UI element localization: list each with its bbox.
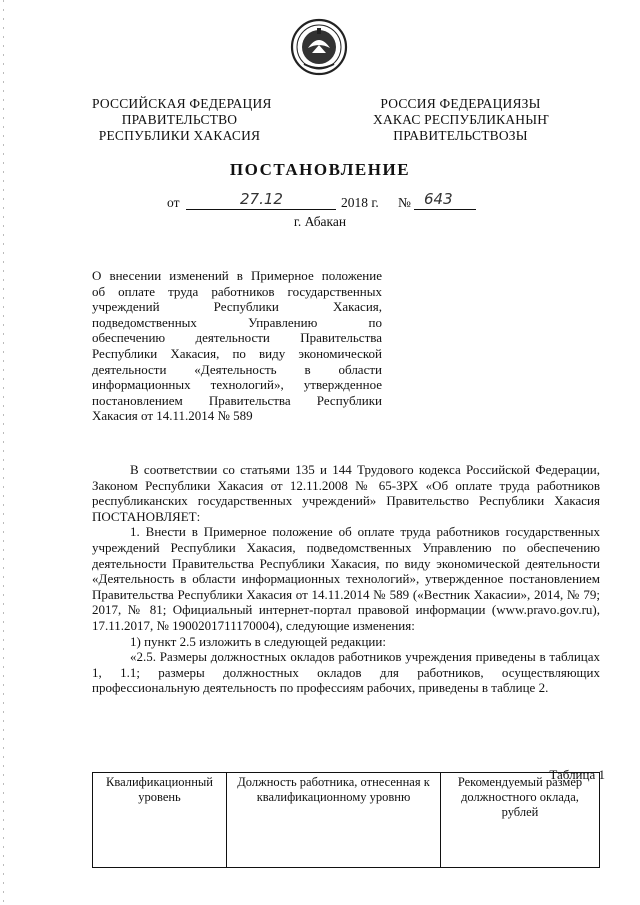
table-header-row [93,773,600,868]
header-left-line: РЕСПУБЛИКИ ХАКАСИЯ [98,128,261,143]
document-body [92,462,600,696]
table-header-cell: Должность работника, отнесенная к квалификационному уровню [227,773,441,868]
subject-line: деятельности «Деятельность в области [92,361,382,377]
subject-line: Республики Хакасия, по виду экономической [92,345,382,361]
body-paragraph: В соответствии со статьями 135 и 144 Трудового кодекса Российской Федерации, Законом Республики Хакасия от 12.11.2008 № 65-ЗРХ «Об оплате труда работников республиканских государственных учреждений» Правительство Республики Хакасия ПОСТАНОВЛЯЕТ: [92,462,600,524]
header-right [373,96,548,144]
table-header-cell: Рекомендуемый размер должностного оклада, рублей [441,773,600,868]
year-label: 2018 г. [341,195,379,210]
subject-line: постановлением Правительства Республики [92,392,382,408]
document-subject [92,268,382,424]
header-left-line: РОССИЙСКАЯ ФЕДЕРАЦИЯ [92,96,272,111]
table-header-cell: Квалификационный уровень [93,773,227,868]
body-paragraph: «2.5. Размеры должностных окладов работников учреждения приведены в таблицах 1, 1.1; размеры должностных окладов для работников, осуществляющих профессиональную деятельность по профессиям рабочих, приведены в таблице 2. [92,649,600,696]
subject-line: информационных технологий», утвержденное [92,377,382,393]
header-right-line: РОССИЯ ФЕДЕРАЦИЯЗЫ [380,96,541,111]
city: г. Абакан [293,214,347,229]
header-right-line: ХАКАС РЕСПУБЛИКАНЫҤ [373,112,549,127]
number-label: № [398,195,411,210]
subject-line: об оплате труда работников государственных [92,283,382,299]
header-left [92,96,272,144]
date-handwritten: 27.12 [240,190,283,208]
document-type-title: ПОСТАНОВЛЕНИЕ [229,160,411,179]
subject-line: обеспечению деятельности Правительства [92,330,382,346]
khakassia-coat-of-arms-icon [290,18,348,76]
table-caption: Таблица 1 [549,767,605,782]
number-handwritten: 643 [424,190,453,208]
subject-line: О внесении изменений в Примерное положение [92,268,382,283]
header-left-line: ПРАВИТЕЛЬСТВО [121,112,238,127]
from-label: от [167,195,180,210]
subject-line: учреждений Республики Хакасия, [92,299,382,315]
body-paragraph: 1. Внести в Примерное положение об оплате труда работников государственных учреждений Республики Хакасия, подведомственных Управлению по обеспечению деятельности Правительства Республики Хакасия, по виду экономической деятельности «Деятельность в области информационных технологий», утвержденное постановлением Правительства Республики Хакасия от 14.11.2014 № 589 («Вестник Хакасии», 2014, № 79; 2017, № 81; Официальный интернет-портал правовой информации (www.pravo.gov.ru), 17.11.2017, № 1900201711170004), следующие изменения: [92,524,600,633]
body-paragraph: 1) пункт 2.5 изложить в следующей редакции: [130,633,386,649]
salary-table [92,772,600,868]
subject-line: подведомственных Управлению по [92,314,382,330]
header-right-line: ПРАВИТЕЛЬСТВОЗЫ [393,128,528,143]
subject-line: Хакасия от 14.11.2014 № 589 [92,408,253,424]
date-line [0,190,640,213]
